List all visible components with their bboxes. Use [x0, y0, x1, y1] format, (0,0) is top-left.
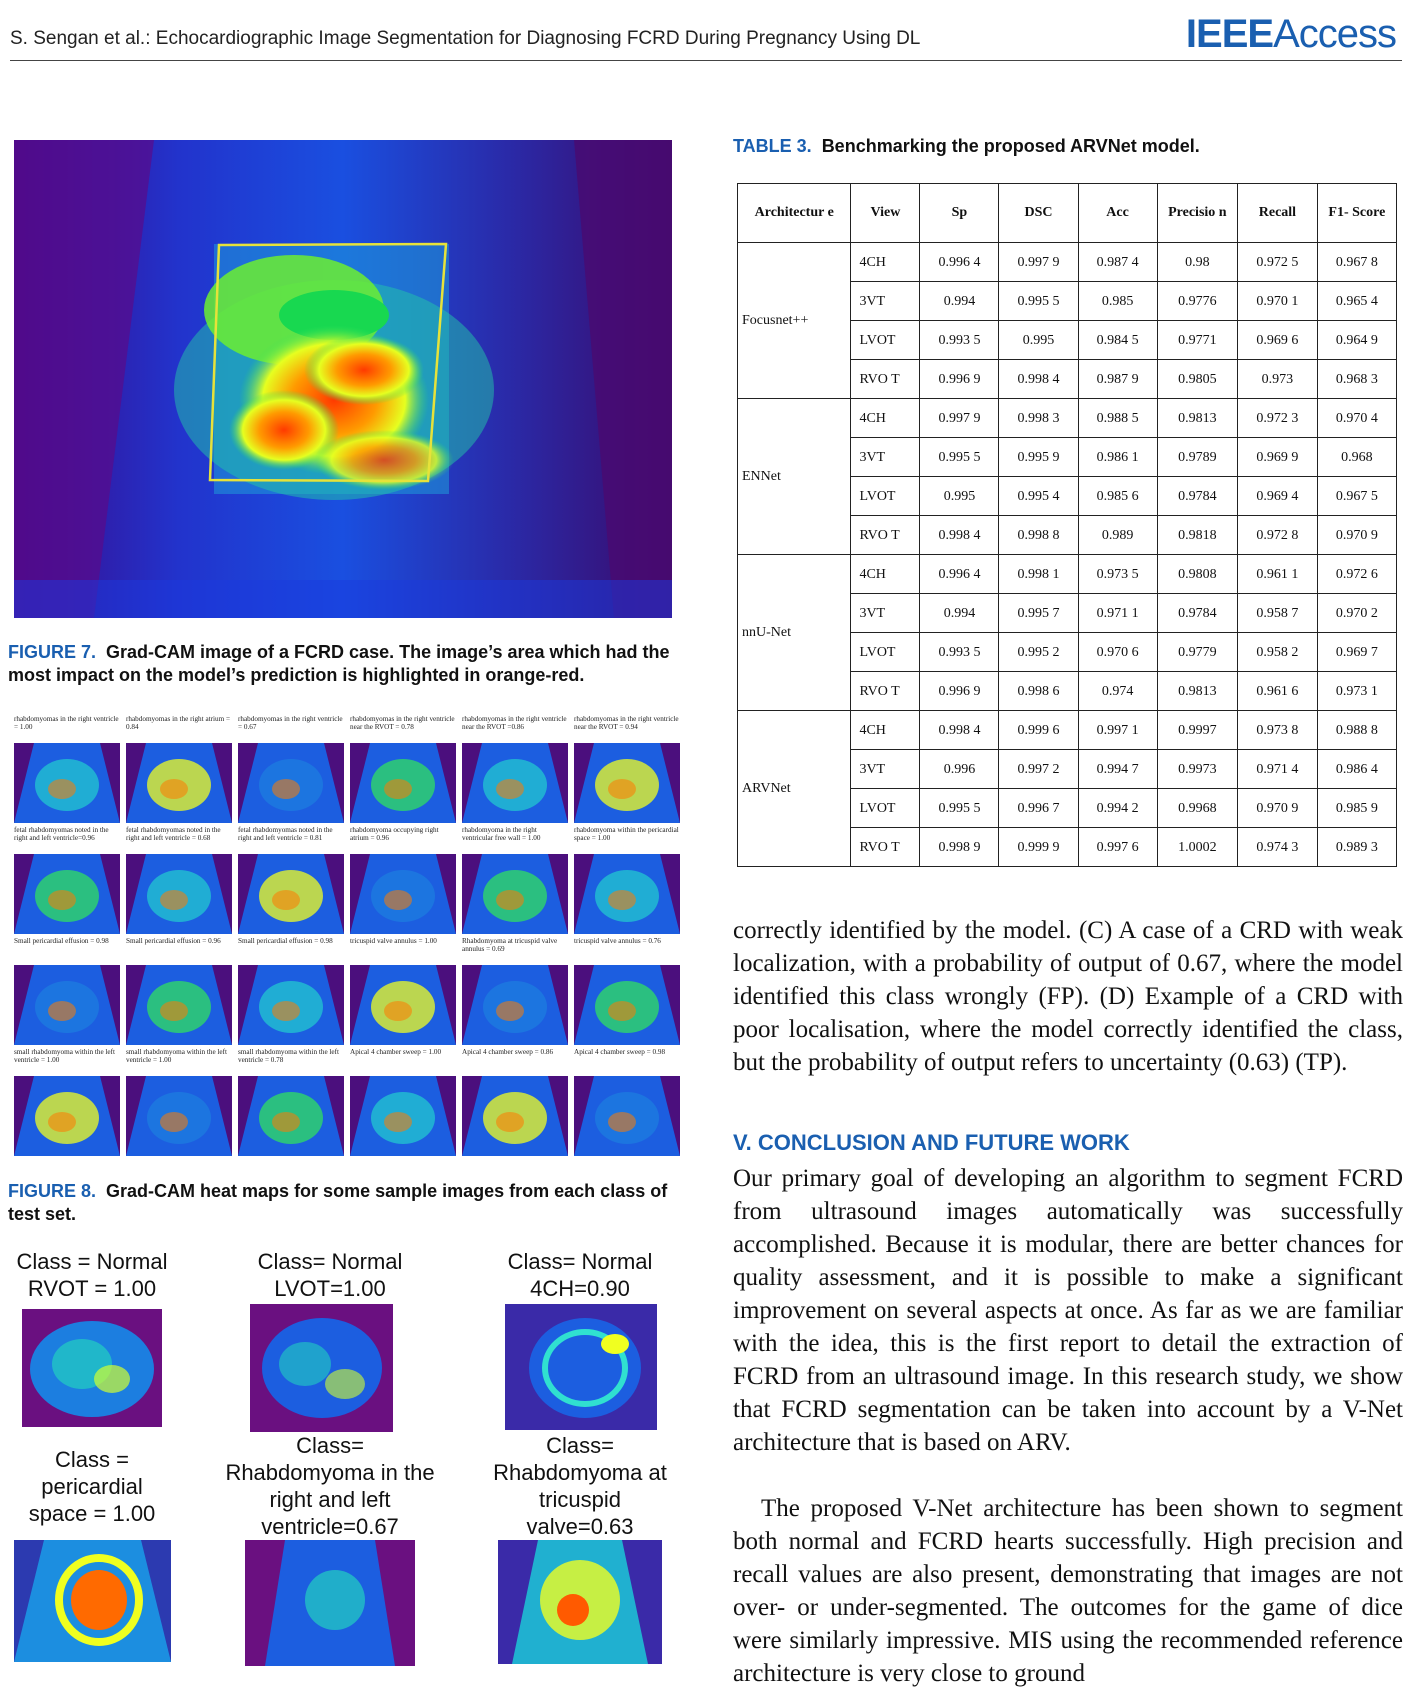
view-cell: 4CH: [851, 555, 920, 594]
view-cell: LVOT: [851, 633, 920, 672]
figure-8-panel-image: [462, 965, 568, 1045]
fig9-label-4ch: Class= Normal 4CH=0.90: [507, 1249, 653, 1301]
figure-8-panel-label: Apical 4 chamber sweep = 0.86: [462, 1048, 554, 1056]
figure-8-panel-label: fetal rhabdomyomas noted in the right and left ventricle = 0.81: [238, 826, 333, 842]
view-cell: RVO T: [851, 672, 920, 711]
figure-8-panel-image: [350, 854, 456, 934]
figure-8-panel: [350, 715, 456, 823]
metric-cell: 0.969 4: [1238, 477, 1318, 516]
table-row: [738, 243, 1397, 282]
metric-cell: 0.988 5: [1078, 399, 1157, 438]
fig9-image-rhabdo-rl: [245, 1540, 415, 1666]
paragraph-conclusion-2: The proposed V-Net architecture has been shown to segment both normal and FCRD hearts successfully. High precision and recall values are also present, demonstrating that images are not over- or under-segmented. The outcomes for the game of dice were similarly impressive. MIS using the recommended reference architecture is very close to ground: [733, 1495, 1403, 1687]
figure-8-panel-image: [574, 743, 680, 823]
metric-cell: 0.967 5: [1317, 477, 1396, 516]
figure-8-panel-label: rhabdomyomas in the right atrium = 0.84: [126, 715, 231, 731]
figure-8-panel-label: rhabdomyoma within the pericardial space = 1.00: [574, 826, 679, 842]
figure-8-panel-label: rhabdomyomas in the right ventricle near the RVOT = 0.94: [574, 715, 679, 731]
figure-8-panel-label: rhabdomyoma occupying right atrium = 0.96: [350, 826, 439, 842]
figure-8-panel-image: [462, 1076, 568, 1156]
metric-cell: 0.985 6: [1078, 477, 1157, 516]
fig9-label-rhabdo-tv: Class= Rhabdomyoma at tricuspid valve=0.63: [493, 1433, 667, 1539]
col-recall: Recall: [1238, 184, 1318, 243]
figure-8-panel-image: [350, 1076, 456, 1156]
view-cell: RVO T: [851, 360, 920, 399]
metric-cell: 0.961 1: [1238, 555, 1318, 594]
metric-cell: 0.970 2: [1317, 594, 1396, 633]
metric-cell: 0.994 7: [1078, 750, 1157, 789]
figure-8-panel-image: [126, 965, 232, 1045]
metric-cell: 0.972 3: [1238, 399, 1318, 438]
metric-cell: 0.997 9: [920, 399, 999, 438]
metric-cell: 0.9779: [1157, 633, 1238, 672]
metric-cell: 0.995 7: [999, 594, 1078, 633]
metric-cell: 0.965 4: [1317, 282, 1396, 321]
figure-8-panel-label: Apical 4 chamber sweep = 0.98: [574, 1048, 666, 1056]
figure-8-panel: [14, 715, 120, 823]
figure-8-panel-image: [126, 743, 232, 823]
figure-8-panel: [14, 1048, 120, 1156]
metric-cell: 0.9776: [1157, 282, 1238, 321]
figure-7-caption: FIGURE 7. Grad-CAM image of a FCRD case. The image’s area which had the most impact on the model’s prediction is highlighted in orange-red.: [8, 642, 670, 685]
table-row: [738, 399, 1397, 438]
view-cell: RVO T: [851, 516, 920, 555]
figure-8-panel-label: Small pericardial effusion = 0.98: [14, 937, 109, 945]
figure-8-panel: [350, 1048, 456, 1156]
figure-8-panel-image: [126, 854, 232, 934]
view-cell: 4CH: [851, 711, 920, 750]
fig9-image-rhabdo-tv: [498, 1540, 662, 1664]
table-row: [738, 711, 1397, 750]
figure-8-panel-image: [14, 965, 120, 1045]
metric-cell: 0.968 3: [1317, 360, 1396, 399]
figure-8-panel: [126, 715, 232, 823]
col-architecture: Architectur e: [738, 184, 851, 243]
metric-cell: 0.996: [920, 750, 999, 789]
fig9-label-lvot: Class= Normal LVOT=1.00: [257, 1249, 403, 1301]
figure-8-panel: [126, 826, 232, 934]
metric-cell: 0.973 1: [1317, 672, 1396, 711]
figure-8-panel-image: [574, 1076, 680, 1156]
view-cell: RVO T: [851, 828, 920, 867]
metric-cell: 0.995: [999, 321, 1078, 360]
metric-cell: 0.958 7: [1238, 594, 1318, 633]
metric-cell: 0.998 9: [920, 828, 999, 867]
metric-cell: 0.995 9: [999, 438, 1078, 477]
metric-cell: 0.972 8: [1238, 516, 1318, 555]
figure-8-panel: [126, 937, 232, 1045]
table-3-caption: TABLE 3. Benchmarking the proposed ARVNet model.: [733, 136, 1200, 156]
figure-8-panel-label: fetal rhabdomyomas noted in the right and left ventricle=0.96: [14, 826, 109, 842]
metric-cell: 0.997 1: [1078, 711, 1157, 750]
figure-8-panel-label: small rhabdomyoma within the left ventricle = 1.00: [14, 1048, 116, 1064]
metric-cell: 0.993 5: [920, 633, 999, 672]
figure-8-panel-image: [350, 965, 456, 1045]
figure-8-panel: [462, 826, 568, 934]
view-cell: LVOT: [851, 477, 920, 516]
metric-cell: 0.974 3: [1238, 828, 1318, 867]
figure-8-panel: [350, 937, 456, 1045]
view-cell: 3VT: [851, 282, 920, 321]
metric-cell: 0.993 5: [920, 321, 999, 360]
figure-8-panel-label: Small pericardial effusion = 0.96: [126, 937, 221, 945]
ieee-access-logo: IEEEAccess: [1185, 12, 1396, 56]
figure-8-panel-image: [14, 854, 120, 934]
figure-8-panel-image: [574, 965, 680, 1045]
metric-cell: 0.987 9: [1078, 360, 1157, 399]
paragraph-results-tail: correctly identified by the model. (C) A case of a CRD with weak localization, with a probability of output of 0.67, where the model identified this class wrongly (FP). (D) Example of a CRD with poor localisation, where the model correctly identified the class, but the probability of output refers to uncertainty (0.63) (TP).: [733, 917, 1403, 1076]
metric-cell: 0.9818: [1157, 516, 1238, 555]
metric-cell: 0.973 5: [1078, 555, 1157, 594]
figure-8-panel-image: [350, 743, 456, 823]
metric-cell: 0.996 9: [920, 672, 999, 711]
metric-cell: 0.9813: [1157, 672, 1238, 711]
metric-cell: 0.989 3: [1317, 828, 1396, 867]
metric-cell: 0.961 6: [1238, 672, 1318, 711]
figure-8-panel-image: [462, 743, 568, 823]
col-precision: Precisio n: [1157, 184, 1238, 243]
metric-cell: 0.998 4: [920, 711, 999, 750]
metric-cell: 0.9789: [1157, 438, 1238, 477]
metric-cell: 0.998 4: [920, 516, 999, 555]
figure-8-panel-label: Rhabdomyoma at tricuspid valve annulus = 0.69: [462, 937, 558, 953]
metric-cell: 0.958 2: [1238, 633, 1318, 672]
metric-cell: 0.985 9: [1317, 789, 1396, 828]
metric-cell: 0.998 1: [999, 555, 1078, 594]
figure-8-panel: [238, 715, 344, 823]
figure-8-panel: [126, 1048, 232, 1156]
figure-8-panel-label: rhabdomyomas in the right ventricle = 0.67: [238, 715, 343, 731]
figure-8-panel-image: [126, 1076, 232, 1156]
figure-8-panel-label: tricuspid valve annulus = 1.00: [350, 937, 437, 945]
paragraph-conclusion-1: Our primary goal of developing an algorithm to segment FCRD from ultrasound images automatically was successfully accomplished. Because it is modular, there are better chances for quality assessment, and it is possible to make a significant improvement on several aspects at once. As far as we are familiar with the idea, this is the first report to detail the extraction of FCRD from an ultrasound image. In this research study, we show that FCRD segmentation can be taken into account by a V-Net architecture that is based on ARV.: [733, 1165, 1403, 1456]
figure-8-panel-label: rhabdomyomas in the right ventricle = 1.00: [14, 715, 119, 731]
col-sp: Sp: [920, 184, 999, 243]
metric-cell: 0.968: [1317, 438, 1396, 477]
col-f1-score: F1- Score: [1317, 184, 1396, 243]
metric-cell: 0.970 4: [1317, 399, 1396, 438]
metric-cell: 0.998 4: [999, 360, 1078, 399]
metric-cell: 0.969 9: [1238, 438, 1318, 477]
metric-cell: 0.985: [1078, 282, 1157, 321]
fig9-image-4ch: [505, 1304, 657, 1430]
metric-cell: 0.970 9: [1238, 789, 1318, 828]
figure-8-panel-label: small rhabdomyoma within the left ventricle = 0.78: [238, 1048, 340, 1064]
figure-8-panel-image: [14, 1076, 120, 1156]
fig9-label-pericardial: Class = pericardial space = 1.00: [28, 1447, 156, 1526]
metric-cell: 0.995 5: [920, 438, 999, 477]
metric-cell: 0.996 9: [920, 360, 999, 399]
metric-cell: 0.996 4: [920, 555, 999, 594]
metric-cell: 0.994 2: [1078, 789, 1157, 828]
architecture-cell: Focusnet++: [738, 243, 851, 399]
figure-8-panel-image: [238, 743, 344, 823]
metric-cell: 0.999 9: [999, 828, 1078, 867]
metric-cell: 0.998 8: [999, 516, 1078, 555]
metric-cell: 0.964 9: [1317, 321, 1396, 360]
figure-8-panel: [14, 937, 120, 1045]
figure-8-panel-label: fetal rhabdomyomas noted in the right and left ventricle = 0.68: [126, 826, 221, 842]
figure-8-panel-label: tricuspid valve annulus = 0.76: [574, 937, 661, 945]
metric-cell: 0.972 5: [1238, 243, 1318, 282]
metric-cell: 0.994: [920, 594, 999, 633]
metric-cell: 0.996 7: [999, 789, 1078, 828]
metric-cell: 0.970 6: [1078, 633, 1157, 672]
figure-8-panel-image: [14, 743, 120, 823]
view-cell: 4CH: [851, 399, 920, 438]
metric-cell: 0.98: [1157, 243, 1238, 282]
metric-cell: 0.9813: [1157, 399, 1238, 438]
metric-cell: 0.9973: [1157, 750, 1238, 789]
figure-8-panel: [14, 826, 120, 934]
figure-8-panel-label: Small pericardial effusion = 0.98: [238, 937, 333, 945]
metric-cell: 0.9997: [1157, 711, 1238, 750]
metric-cell: 0.967 8: [1317, 243, 1396, 282]
metric-cell: 0.973: [1238, 360, 1318, 399]
figure-8-panel-image: [238, 854, 344, 934]
metric-cell: 0.995: [920, 477, 999, 516]
metric-cell: 0.971 4: [1238, 750, 1318, 789]
fig9-image-lvot: [250, 1304, 393, 1432]
figure-8-panel-label: rhabdomyoma in the right ventricular free wall = 1.00: [462, 826, 541, 842]
architecture-cell: ARVNet: [738, 711, 851, 867]
figure-8-panel-image: [462, 854, 568, 934]
metric-cell: 1.0002: [1157, 828, 1238, 867]
metric-cell: 0.984 5: [1078, 321, 1157, 360]
metric-cell: 0.970 1: [1238, 282, 1318, 321]
metric-cell: 0.997 6: [1078, 828, 1157, 867]
col-dsc: DSC: [999, 184, 1078, 243]
metric-cell: 0.998 6: [999, 672, 1078, 711]
figure-8-panel-label: rhabdomyomas in the right ventricle near the RVOT = 0.78: [350, 715, 455, 731]
metric-cell: 0.995 5: [920, 789, 999, 828]
col-acc: Acc: [1078, 184, 1157, 243]
figure-8-panel: [462, 1048, 568, 1156]
figure-8-grid: [14, 715, 679, 1157]
figure-8-panel: [574, 715, 680, 823]
section-heading-conclusion: V. CONCLUSION AND FUTURE WORK: [733, 1130, 1130, 1155]
view-cell: 3VT: [851, 750, 920, 789]
figure-8-panel-image: [574, 854, 680, 934]
benchmark-table: [737, 183, 1397, 867]
metric-cell: 0.986 1: [1078, 438, 1157, 477]
metric-cell: 0.999 6: [999, 711, 1078, 750]
architecture-cell: ENNet: [738, 399, 851, 555]
metric-cell: 0.997 2: [999, 750, 1078, 789]
metric-cell: 0.994: [920, 282, 999, 321]
metric-cell: 0.988 8: [1317, 711, 1396, 750]
figure-8-caption: FIGURE 8. Grad-CAM heat maps for some sample images from each class of test set.: [8, 1181, 668, 1224]
metric-cell: 0.969 7: [1317, 633, 1396, 672]
metric-cell: 0.970 9: [1317, 516, 1396, 555]
table-header-row: [738, 184, 1397, 243]
view-cell: 3VT: [851, 438, 920, 477]
figure-7-image: [14, 140, 672, 618]
col-view: View: [851, 184, 920, 243]
figure-8-panel: [574, 937, 680, 1045]
metric-cell: 0.9784: [1157, 477, 1238, 516]
running-title: S. Sengan et al.: Echocardiographic Image Segmentation for Diagnosing FCRD During Pregnancy Using DL: [10, 28, 921, 49]
metric-cell: 0.974: [1078, 672, 1157, 711]
figure-8-panel-image: [238, 965, 344, 1045]
fig9-image-pericardial: [14, 1540, 171, 1662]
figure-8-panel-label: Apical 4 chamber sweep = 1.00: [350, 1048, 442, 1056]
metric-cell: 0.973 8: [1238, 711, 1318, 750]
figure-8-panel: [574, 826, 680, 934]
figure-8-panel-image: [238, 1076, 344, 1156]
figure-8-panel-label: small rhabdomyoma within the left ventricle = 1.00: [126, 1048, 228, 1064]
metric-cell: 0.987 4: [1078, 243, 1157, 282]
figure-8-panel: [350, 826, 456, 934]
view-cell: 3VT: [851, 594, 920, 633]
figure-8-panel: [238, 1048, 344, 1156]
metric-cell: 0.971 1: [1078, 594, 1157, 633]
metric-cell: 0.972 6: [1317, 555, 1396, 594]
figure-8-panel-label: rhabdomyomas in the right ventricle near the RVOT =0.86: [462, 715, 567, 731]
figure-8-panel: [238, 826, 344, 934]
metric-cell: 0.995 5: [999, 282, 1078, 321]
running-header: [10, 12, 1402, 61]
metric-cell: 0.995 4: [999, 477, 1078, 516]
metric-cell: 0.969 6: [1238, 321, 1318, 360]
metric-cell: 0.998 3: [999, 399, 1078, 438]
figure-8-panel: [462, 937, 568, 1045]
metric-cell: 0.9808: [1157, 555, 1238, 594]
figure-8-panel: [574, 1048, 680, 1156]
metric-cell: 0.9805: [1157, 360, 1238, 399]
metric-cell: 0.986 4: [1317, 750, 1396, 789]
metric-cell: 0.997 9: [999, 243, 1078, 282]
view-cell: LVOT: [851, 789, 920, 828]
metric-cell: 0.996 4: [920, 243, 999, 282]
figure-8-panel: [238, 937, 344, 1045]
architecture-cell: nnU-Net: [738, 555, 851, 711]
fig9-label-rhabdo-rl: Class= Rhabdomyoma in the right and left ventricle=0.67: [225, 1433, 435, 1539]
view-cell: 4CH: [851, 243, 920, 282]
fig9-image-rvot: [22, 1309, 162, 1427]
metric-cell: 0.989: [1078, 516, 1157, 555]
fig9-label-rvot: Class = Normal RVOT = 1.00: [16, 1249, 168, 1301]
table-row: [738, 555, 1397, 594]
metric-cell: 0.9784: [1157, 594, 1238, 633]
figure-8-panel: [462, 715, 568, 823]
metric-cell: 0.995 2: [999, 633, 1078, 672]
metric-cell: 0.9771: [1157, 321, 1238, 360]
metric-cell: 0.9968: [1157, 789, 1238, 828]
view-cell: LVOT: [851, 321, 920, 360]
